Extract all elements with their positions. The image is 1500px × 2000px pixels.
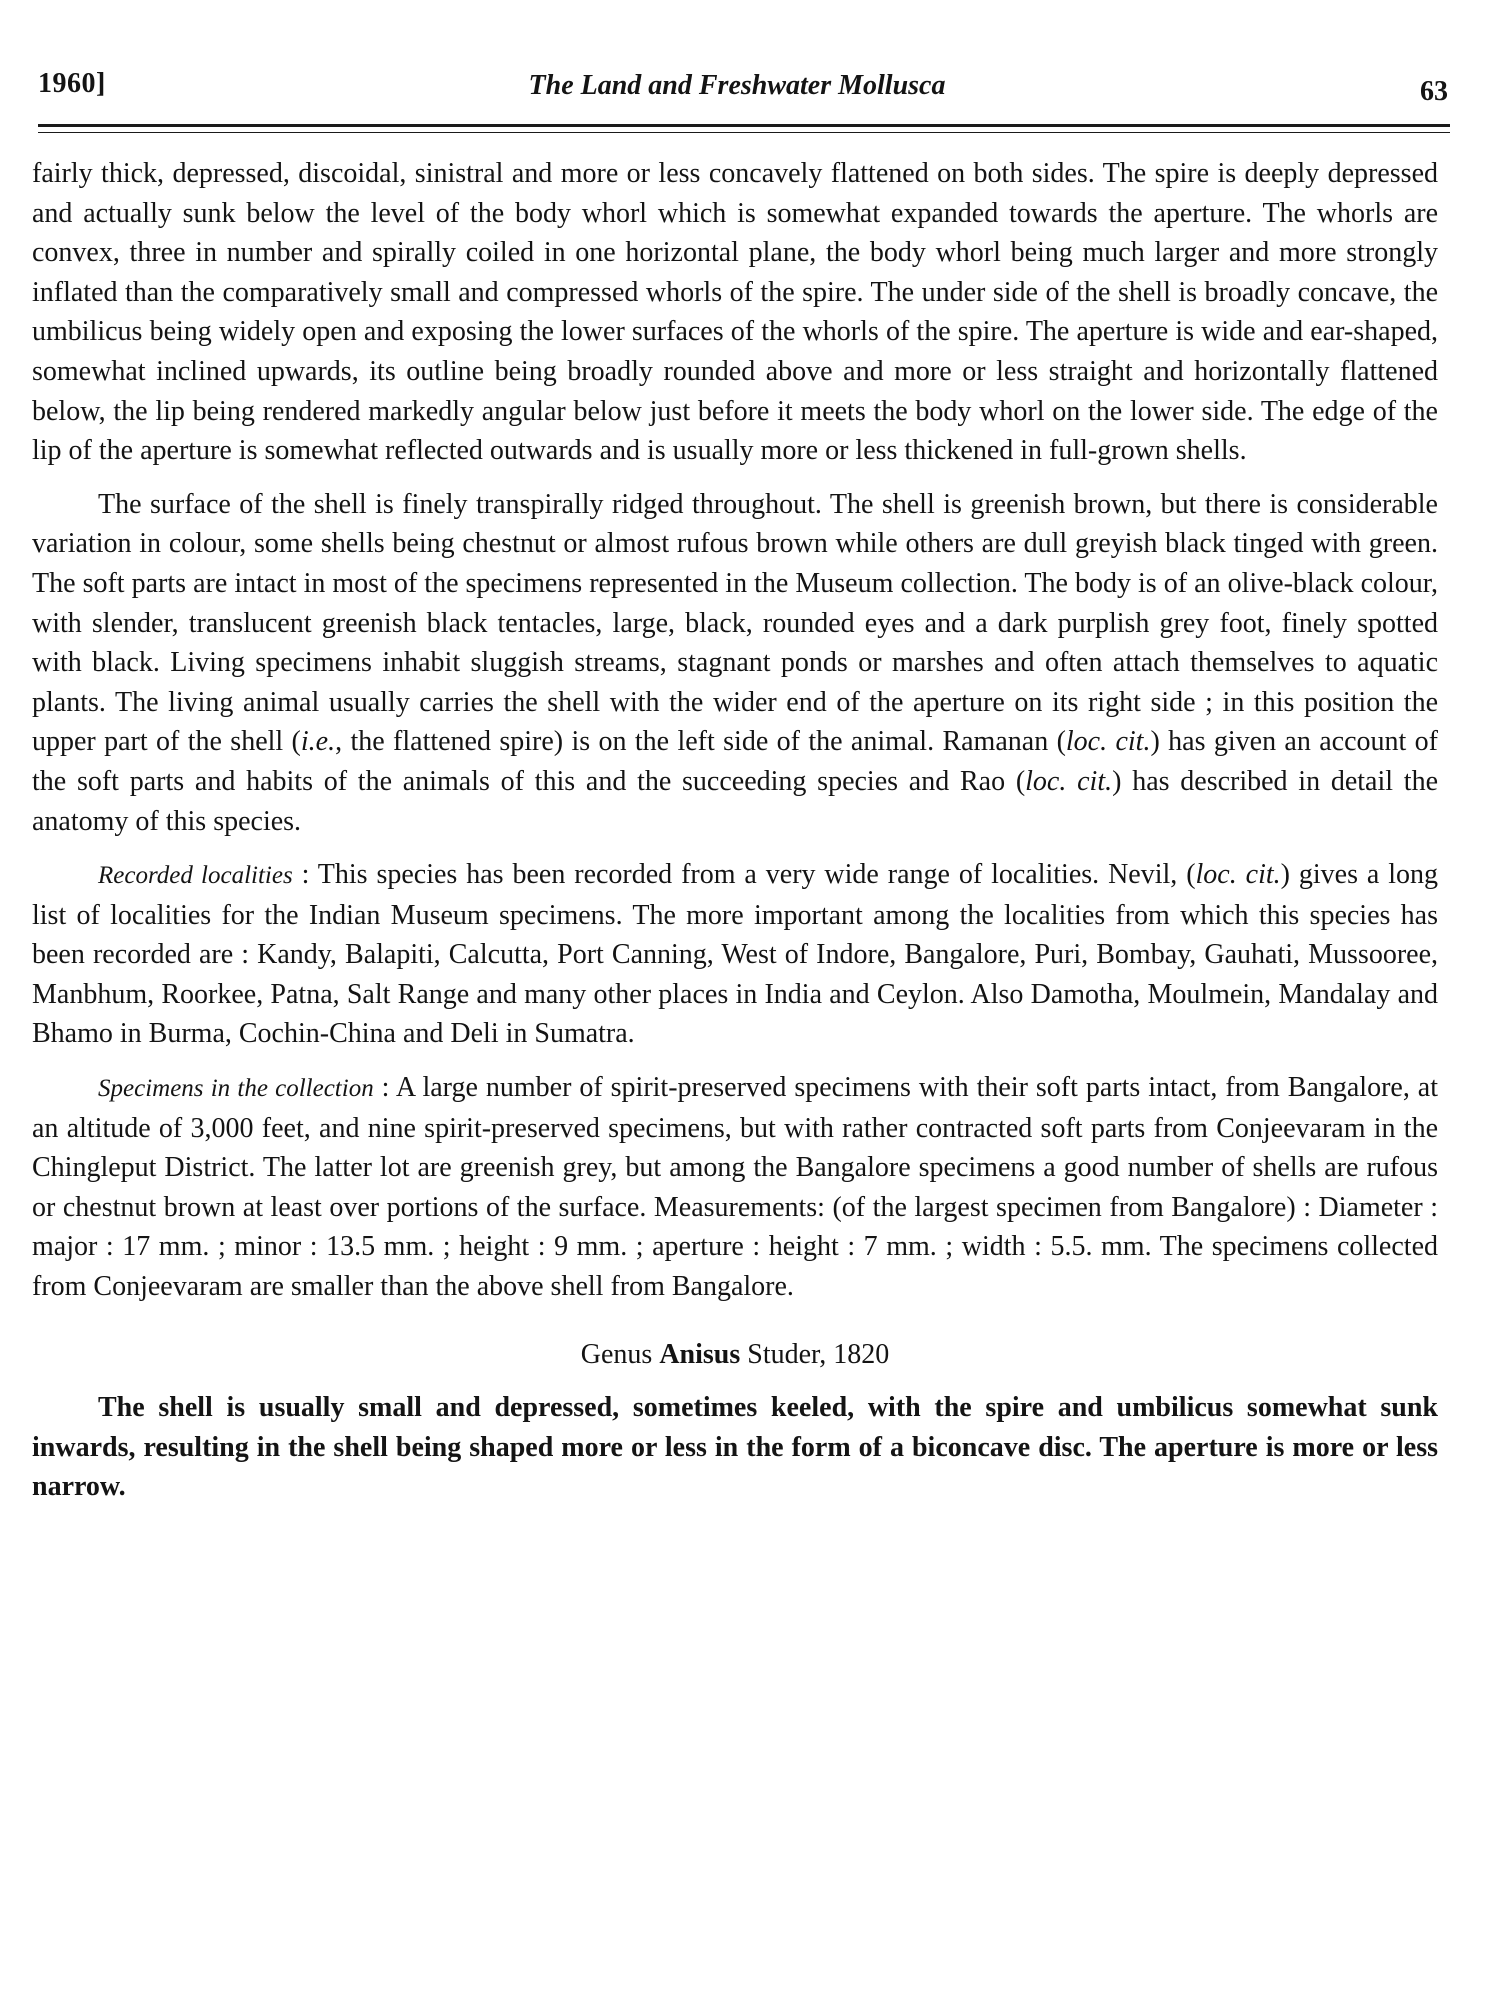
paragraph-shell-description bbox=[32, 154, 1438, 471]
genus-prefix: Genus bbox=[580, 1338, 660, 1370]
genus-authority: Studer, 1820 bbox=[740, 1338, 890, 1370]
genus-heading bbox=[32, 1335, 1438, 1375]
paragraph-text: : This species has been recorded from a very wide range of localities. Nevil, ( bbox=[292, 859, 1196, 891]
page-number: 63 bbox=[1420, 76, 1448, 107]
italic-loc-cit: loc. cit. bbox=[1065, 726, 1151, 758]
paragraph-surface-and-habits bbox=[32, 485, 1438, 841]
italic-loc-cit: loc. cit. bbox=[1025, 765, 1113, 797]
running-head-year: 1960] bbox=[38, 68, 106, 99]
header-rule-thin bbox=[38, 132, 1450, 133]
italic-ie: i.e. bbox=[300, 726, 336, 758]
paragraph-text: : A large number of spirit-preserved specimens with their soft parts intact, from Bangalore, at an altitude of 3,000 feet, and nine spirit-preserved specimens, but with rather contracted soft parts from Conjeevaram in the Chingleput District. The latter lot are greenish grey, but among the Bangalore specimens a good number of shells are rufous or chestnut brown at least over portions of the surface. Measurements: (of the largest specimen from Bangalore) : Diameter : major : 17 mm. ; minor : 13.5 mm. ; height : 9 mm. ; aperture : height : 7 mm. ; width : 5.5. mm. The specimens collected from Conjeevaram are smaller than the above shell from Bangalore. bbox=[32, 1072, 1438, 1303]
paragraph-text: The surface of the shell is finely transpirally ridged throughout. The shell is greenish brown, but there is considerable variation in colour, some shells being chestnut or almost rufous brown while others are dull greyish black tinged with green. The soft parts are intact in most of the specimens represented in the Museum collection. The body is of an olive-black colour, with slender, translucent greenish black tentacles, large, black, rounded eyes and a dark purplish grey foot, finely spotted with black. Living specimens inhabit sluggish streams, stagnant ponds or marshes and often attach themselves to aquatic plants. The living animal usually carries the shell with the wider end of the aperture on its right side ; in this position the upper part of the shell ( bbox=[32, 488, 1438, 758]
paragraph-text: ) has described in detail the anatomy of this species. bbox=[32, 765, 1438, 837]
header-rule-thick bbox=[38, 124, 1450, 127]
paragraph-specimens-in-collection bbox=[32, 1068, 1438, 1307]
paragraph-text: fairly thick, depressed, discoidal, sinistral and more or less concavely flattened on both sides. The spire is deeply depressed and actually sunk below the level of the body whorl which is somewhat expanded towards the aperture. The whorls are convex, three in number and spirally coiled in one horizontal plane, the body whorl being much larger and more strongly inflated than the comparatively small and compressed whorls of the spire. The under side of the shell is broadly concave, the umbilicus being widely open and exposing the lower surfaces of the whorls of the spire. The aperture is wide and ear-shaped, somewhat inclined upwards, its outline being broadly rounded above and more or less straight and horizontally flattened below, the lip being rendered markedly angular below just before it meets the body whorl on the lower side. The edge of the lip of the aperture is somewhat reflected outwards and is usually more or less thickened in full-grown shells. bbox=[32, 158, 1438, 467]
paragraph-text: ) has given an account of the soft parts and habits of the animals of this and the succeeding species and Rao ( bbox=[32, 726, 1438, 797]
running-head bbox=[24, 40, 1450, 107]
paragraph-text: The shell is usually small and depressed, sometimes keeled, with the spire and umbilicus somewhat sunk inwards, resulting in the shell being shaped more or less in the form of a biconcave disc. The aperture is more or less narrow. bbox=[32, 1392, 1438, 1503]
paragraph-recorded-localities bbox=[32, 855, 1438, 1054]
body-text bbox=[32, 154, 1438, 1521]
running-head-title: The Land and Freshwater Mollusca bbox=[528, 70, 946, 101]
section-lead-specimens: Specimens in the collection bbox=[98, 1075, 374, 1103]
section-lead-recorded-localities: Recorded localities bbox=[98, 862, 293, 890]
genus-name: Anisus bbox=[659, 1338, 741, 1370]
paragraph-text: ) gives a long list of localities for the Indian Museum specimens. The more important among the localities from which this species has been recorded are : Kandy, Balapiti, Calcutta, Port Canning, West of Indore, Bangalore, Puri, Bombay, Gauhati, Mussooree, Manbhum, Roorkee, Patna, Salt Range and many other places in India and Ceylon. Also Damotha, Moulmein, Mandalay and Bhamo in Burma, Cochin-China and Deli in Sumatra. bbox=[32, 859, 1439, 1050]
paragraph-text: , the flattened spire) is on the left side of the animal. Ramanan ( bbox=[335, 726, 1066, 758]
page bbox=[24, 40, 1450, 1503]
paragraph-genus-description bbox=[32, 1388, 1438, 1507]
italic-loc-cit: loc. cit. bbox=[1195, 859, 1281, 891]
